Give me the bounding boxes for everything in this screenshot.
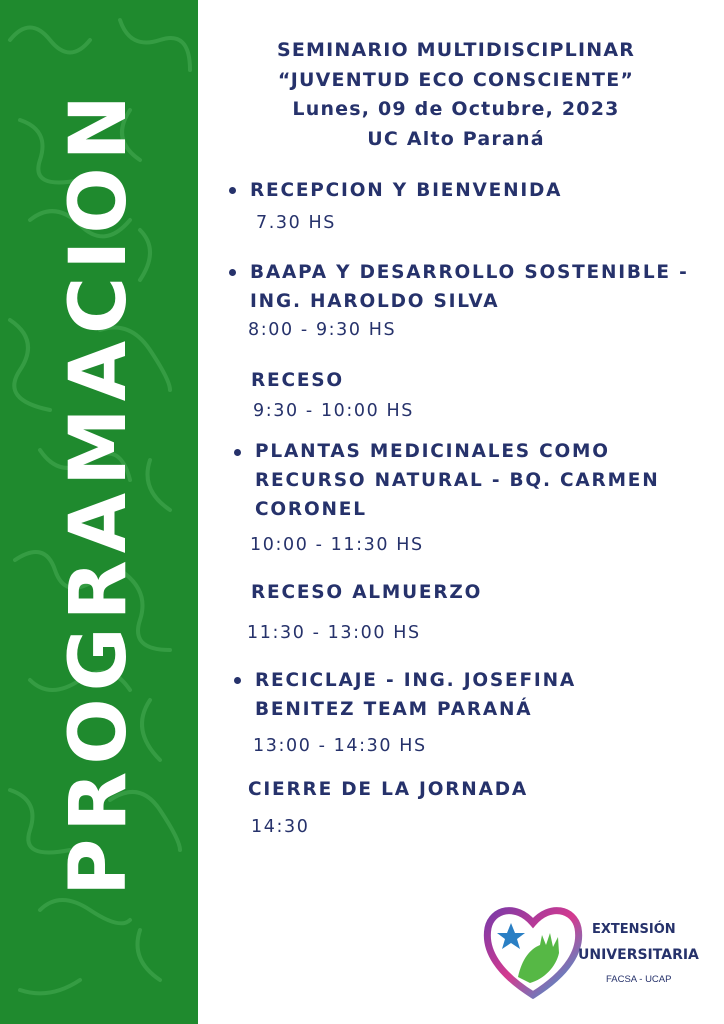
- item-title-line: RECICLAJE - ING. JOSEFINA: [255, 670, 577, 691]
- schedule-item-title: [248, 775, 528, 804]
- header-line-3: Lunes, 09 de Octubre, 2023: [292, 98, 620, 120]
- item-title-line: BAAPA Y DESARROLLO SOSTENIBLE -: [250, 262, 689, 283]
- sidebar-panel: [0, 0, 198, 1024]
- schedule-item-time: 13:00 - 14:30 HS: [253, 736, 427, 756]
- schedule-item-time: 11:30 - 13:00 HS: [247, 623, 421, 643]
- schedule-item-title: [251, 578, 482, 607]
- logo-line-3: FACSA - UCAP: [606, 974, 672, 985]
- item-title-line: CORONEL: [255, 499, 367, 520]
- header-line-1: SEMINARIO MULTIDISCIPLINAR: [276, 39, 636, 61]
- extension-universitaria-logo: [478, 895, 718, 1005]
- schedule-item-title: [255, 666, 576, 724]
- item-title-line: ING. HAROLDO SILVA: [250, 291, 500, 312]
- schedule-item-time: 7.30 HS: [256, 213, 336, 233]
- event-header: [236, 36, 676, 154]
- item-title-line: RECEPCION Y BIENVENIDA: [250, 180, 563, 201]
- schedule-item-time: 14:30: [251, 817, 310, 837]
- schedule-item-time: 10:00 - 11:30 HS: [250, 535, 424, 555]
- logo-line-1: EXTENSIÓN: [592, 922, 676, 937]
- schedule-item-title: [255, 437, 660, 524]
- item-title-line: PLANTAS MEDICINALES COMO: [255, 441, 610, 462]
- schedule-item-time: 9:30 - 10:00 HS: [253, 401, 415, 421]
- bullet-dot: [234, 677, 241, 684]
- bullet-dot: [229, 269, 236, 276]
- header-line-2: “JUVENTUD ECO CONSCIENTE”: [277, 68, 635, 91]
- logo-line-2: UNIVERSITARIA: [578, 947, 699, 963]
- schedule-item-time: 8:00 - 9:30 HS: [248, 320, 397, 340]
- item-title-line: RECURSO NATURAL - BQ. CARMEN: [255, 470, 660, 491]
- item-title-line: BENITEZ TEAM PARANÁ: [255, 699, 533, 720]
- item-title-line: RECESO ALMUERZO: [251, 582, 483, 603]
- schedule-item-title: [251, 366, 344, 395]
- schedule-item-title: [250, 258, 689, 316]
- item-title-line: CIERRE DE LA JORNADA: [248, 779, 528, 800]
- vertical-title: PROGRAMACION: [54, 88, 144, 896]
- header-line-4: UC Alto Paraná: [367, 127, 545, 150]
- vertical-title-wrap: [0, 0, 198, 1024]
- bullet-dot: [234, 449, 241, 456]
- item-title-line: RECESO: [251, 370, 344, 391]
- heart-hands-icon: [478, 895, 588, 1005]
- schedule-item-title: [250, 176, 562, 205]
- bullet-dot: [229, 187, 236, 194]
